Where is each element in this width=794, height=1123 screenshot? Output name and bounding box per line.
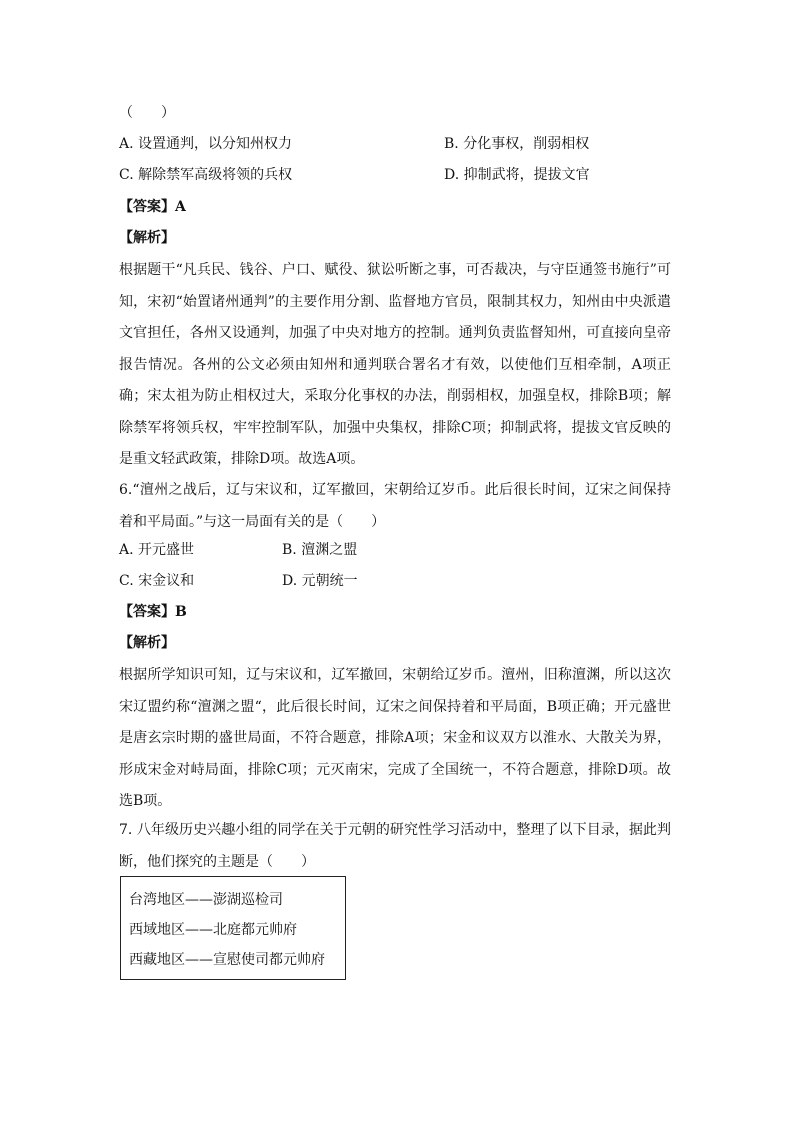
q6-option-d: D. 元朝统一 [282,573,358,589]
q5-answer: 【答案】A [119,199,186,215]
q6-answer: 【答案】B [119,604,187,620]
q6-option-c: C. 宋金议和 [119,573,195,589]
q5-option-c: C. 解除禁军高级将领的兵权 [119,167,293,183]
q6-analysis: 根据所学知识可知，辽与宋议和，辽军撤回，宋朝给辽岁币。澶州，旧称澶渊，所以这次宋辽盟约称“澶渊之盟“，此后很长时间，辽宋之间保持着和平局面，B项正确；开元盛世是唐玄宗时期的盛世局面，不符合题意，排除A项；宋金和议双方以淮水、大散关为界，形成宋金对峙局面，排除C项；元灭南宋，完成了全国统一，不符合题意，排除D项。故选B项。 [119,667,671,809]
q5-option-a: A. 设置通判，以分知州权力 [119,136,293,152]
q5-option-d: D. 抑制武将，提拔文官 [444,167,590,183]
q7-catalog-item: 西域地区——北庭都元帅府 [129,922,297,938]
q5-analysis: 根据题干“凡兵民、钱谷、户口、赋役、狱讼听断之事，可否裁决，与守臣通签书施行”可知，宋初“始置诸州通判”的主要作用分割、监督地方官员，限制其权力，知州由中央派遣文官担任，各州又设通判，加强了中央对地方的控制。通判负责监督知州，可直接向皇帝报告情况。各州的公文必须由知州和通判联合署名才有效，以使他们互相牵制，A项正确；宋太祖为防止相权过大，采取分化事权的办法，削弱相权，加强皇权，排除B项；解除禁军将领兵权，牢牢控制军队，加强中央集权，排除C项；抑制武将，提拔文官反映的是重文轻武政策，排除D项。故选A项。 [119,262,671,467]
q6-option-b: B. 澶渊之盟 [282,542,358,558]
q7-stem: 7. 八年级历史兴趣小组的同学在关于元朝的研究性学习活动中，整理了以下目录，据此判断，他们探究的主题是（ ） [119,822,671,870]
q5-option-b: B. 分化事权，削弱相权 [444,136,590,152]
q6-option-a: A. 开元盛世 [119,542,195,558]
q7-catalog-item: 西藏地区——宣慰使司都元帅府 [129,952,325,968]
q6-analysis-title: 【解析】 [119,635,175,651]
q6-stem: 6.“澶州之战后，辽与宋议和，辽军撤回，宋朝给辽岁币。此后很长时间，辽宋之间保持着和平局面。”与这一局面有关的是（ ） [119,482,671,530]
q5-stem-tail: （ ） [119,105,175,121]
q7-catalog-item: 台湾地区——澎湖巡检司 [129,892,283,908]
q5-analysis-title: 【解析】 [119,230,175,246]
q7-catalog-box [120,876,346,980]
